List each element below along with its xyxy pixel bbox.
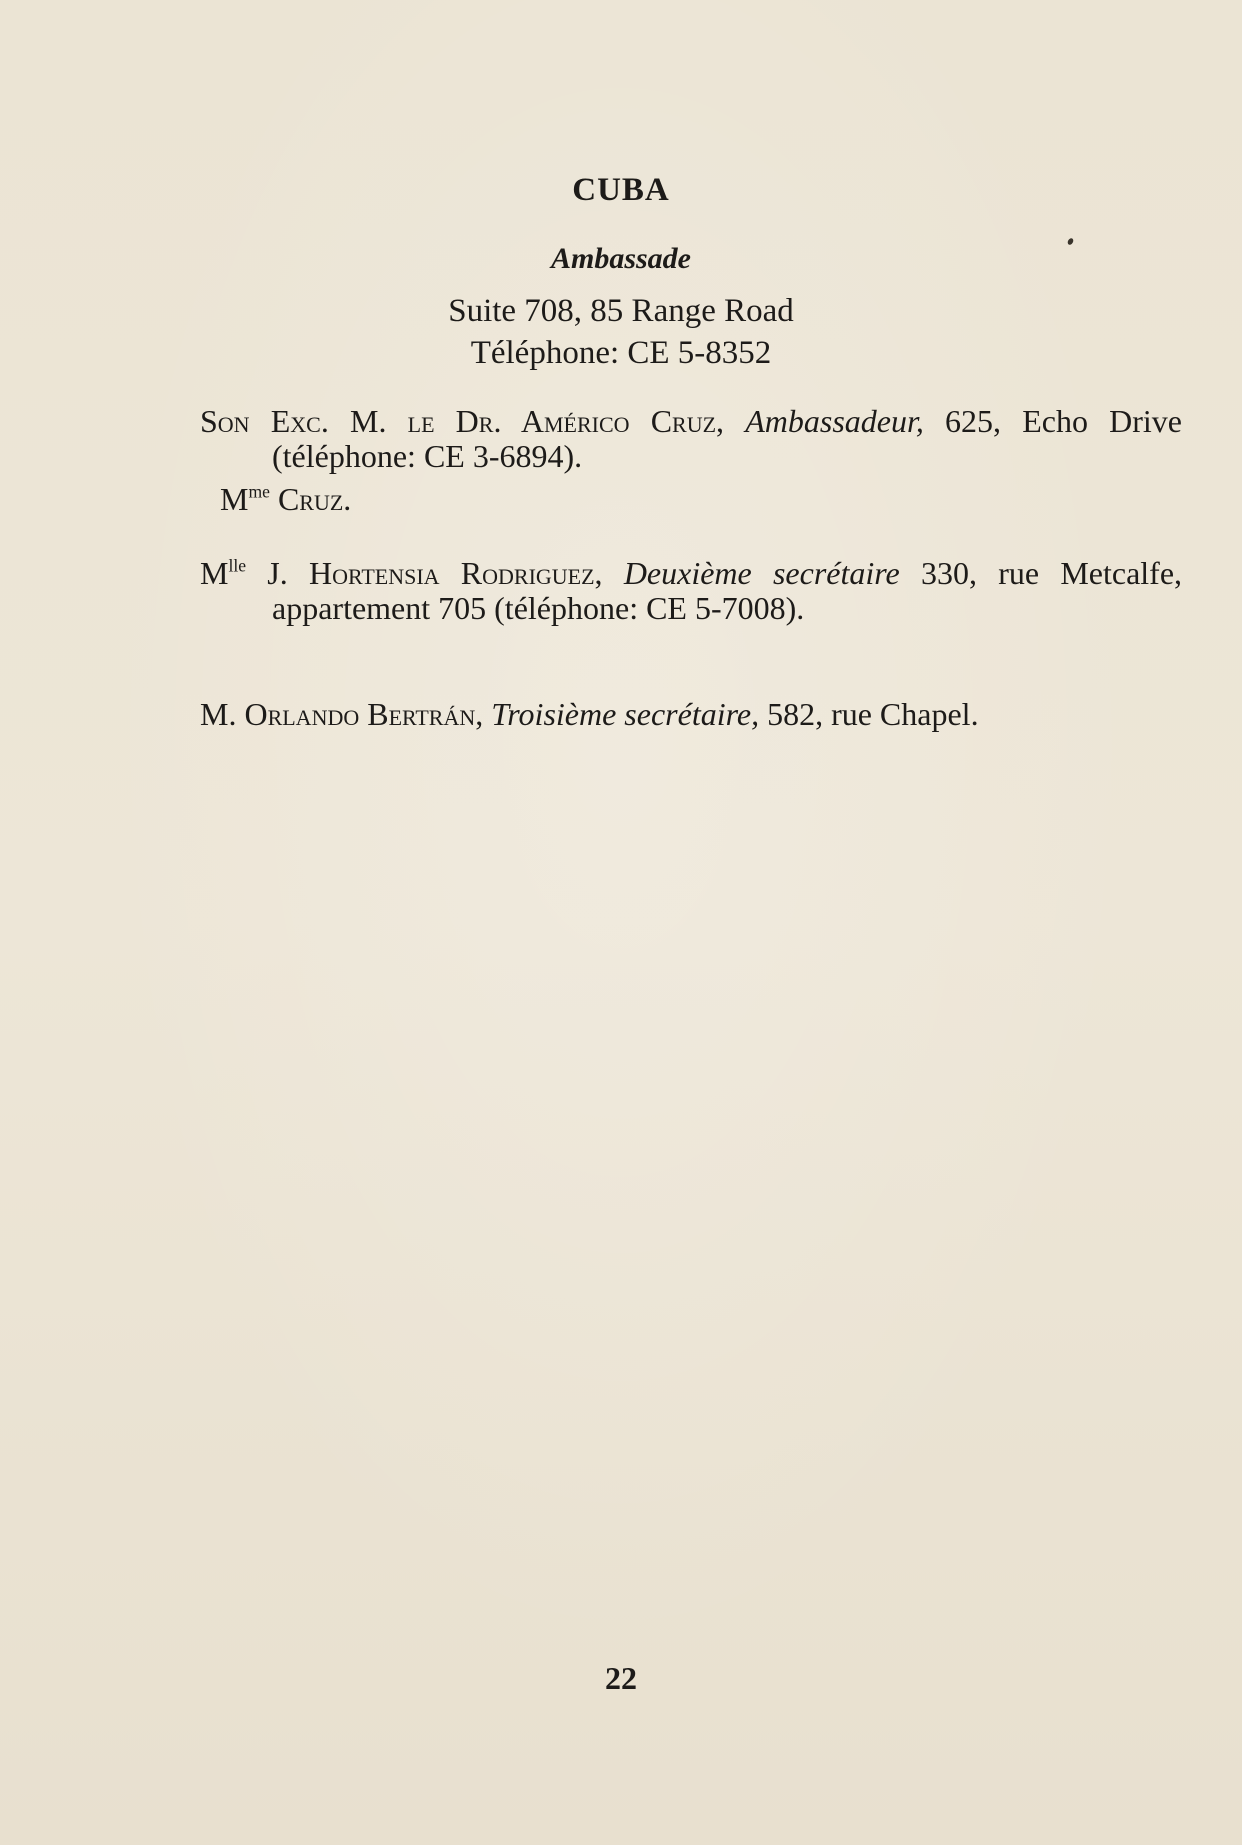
- entry-title: Ambassadeur,: [745, 403, 924, 439]
- entry-title: Troisième secrétaire,: [491, 696, 760, 732]
- entry-name: J. Hortensia Rodriguez,: [246, 555, 603, 591]
- entry-details: 582, rue Chapel.: [759, 696, 979, 732]
- entry-spouse: [220, 482, 720, 517]
- country-heading: CUBA: [572, 172, 670, 208]
- entry-details: 330, rue Metcalfe, appartement 705 (téléphone: CE 5-7008).: [272, 555, 1183, 626]
- entry-prefix: M: [220, 481, 249, 517]
- entry-prefix-sup: me: [248, 481, 270, 502]
- page-number: 22: [605, 1660, 637, 1696]
- entry-details: 625, Echo Drive (téléphone: CE 3-6894).: [272, 403, 1183, 474]
- entry-second-secretary: [200, 556, 1182, 626]
- entry-prefix-sup: lle: [228, 555, 247, 576]
- entry-ambassador: [200, 404, 1182, 474]
- entry-third-secretary: [200, 697, 1182, 732]
- entry-prefix: M: [200, 555, 229, 591]
- section-subheading: Ambassade: [550, 242, 691, 275]
- telephone-line: Téléphone: CE 5-8352: [470, 335, 772, 371]
- entry-name: M. Orlando Bertrán,: [200, 696, 484, 732]
- entry-name: Son Exc. M. le Dr. Américo Cruz,: [200, 403, 725, 439]
- entry-title: Deuxième secrétaire: [623, 555, 900, 591]
- entry-name: Cruz.: [269, 481, 352, 517]
- address-line: Suite 708, 85 Range Road: [448, 293, 794, 329]
